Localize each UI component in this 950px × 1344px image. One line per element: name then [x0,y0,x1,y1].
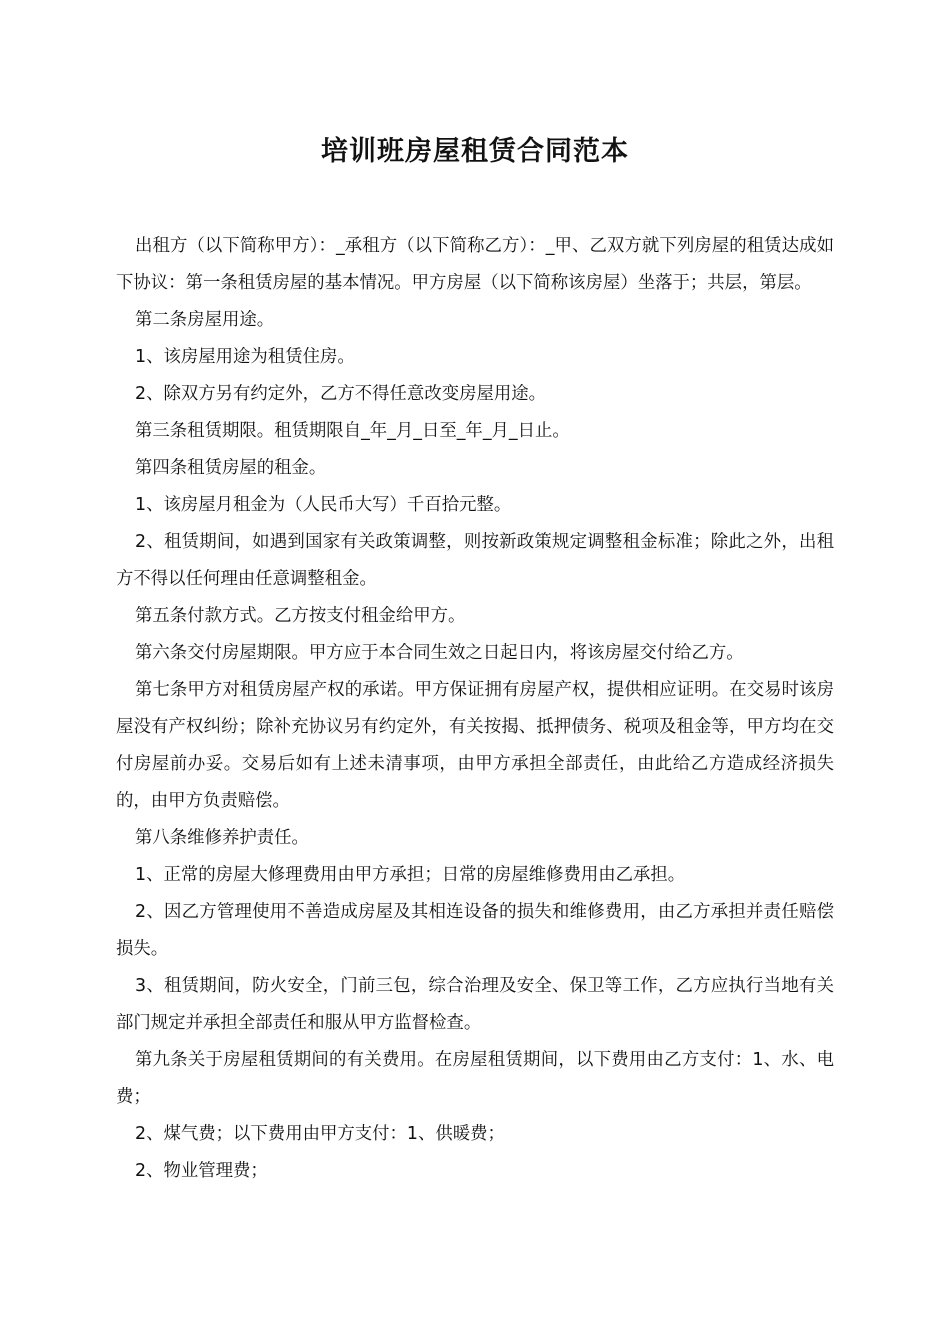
paragraph-intro: 出租方（以下简称甲方）：_承租方（以下简称乙方）：_甲、乙双方就下列房屋的租赁达成如下协议：第一条租赁房屋的基本情况。甲方房屋（以下简称该房屋）坐落于；共层，第层。 [116,236,834,293]
paragraph-item: 2、除双方另有约定外，乙方不得任意改变房屋用途。 [135,384,547,404]
paragraph-article-9: 第九条关于房屋租赁期间的有关费用。在房屋租赁期间，以下费用由乙方支付：1、水、电费； [116,1050,834,1107]
paragraph-article-5: 第五条付款方式。乙方按支付租金给甲方。 [135,606,466,626]
paragraph-article-8: 第八条维修养护责任。 [135,828,309,848]
document-title: 培训班房屋租赁合同范本 [321,136,629,167]
paragraph-article-2: 第二条房屋用途。 [135,310,275,330]
paragraph-item: 2、物业管理费； [135,1161,268,1181]
paragraph-article-6: 第六条交付房屋期限。甲方应于本合同生效之日起日内，将该房屋交付给乙方。 [135,643,744,663]
paragraph-item: 3、租赁期间，防火安全，门前三包，综合治理及安全、保卫等工作，乙方应执行当地有关部门规定并承担全部责任和服从甲方监督检查。 [116,976,834,1033]
paragraph-item: 1、正常的房屋大修理费用由甲方承担；日常的房屋维修费用由乙承担。 [135,865,686,885]
paragraph-item: 1、该房屋用途为租赁住房。 [135,347,355,367]
paragraph-article-7: 第七条甲方对租赁房屋产权的承诺。甲方保证拥有房屋产权，提供相应证明。在交易时该房屋没有产权纠纷；除补充协议另有约定外，有关按揭、抵押债务、税项及租金等，甲方均在交付房屋前办妥。交易后如有上述未清事项，由甲方承担全部责任，由此给乙方造成经济损失的，由甲方负责赔偿。 [116,680,834,811]
document-body [116,228,834,1190]
paragraph-item: 1、该房屋月租金为（人民币大写）千百拾元整。 [135,495,512,515]
paragraph-item: 2、租赁期间，如遇到国家有关政策调整，则按新政策规定调整租金标准；除此之外，出租方不得以任何理由任意调整租金。 [116,532,834,589]
paragraph-item: 2、煤气费；以下费用由甲方支付：1、供暖费； [135,1124,505,1144]
paragraph-article-3: 第三条租赁期限。租赁期限自_年_月_日至_年_月_日止。 [135,421,570,441]
paragraph-item: 2、因乙方管理使用不善造成房屋及其相连设备的损失和维修费用，由乙方承担并责任赔偿损失。 [116,902,834,959]
paragraph-article-4: 第四条租赁房屋的租金。 [135,458,327,478]
